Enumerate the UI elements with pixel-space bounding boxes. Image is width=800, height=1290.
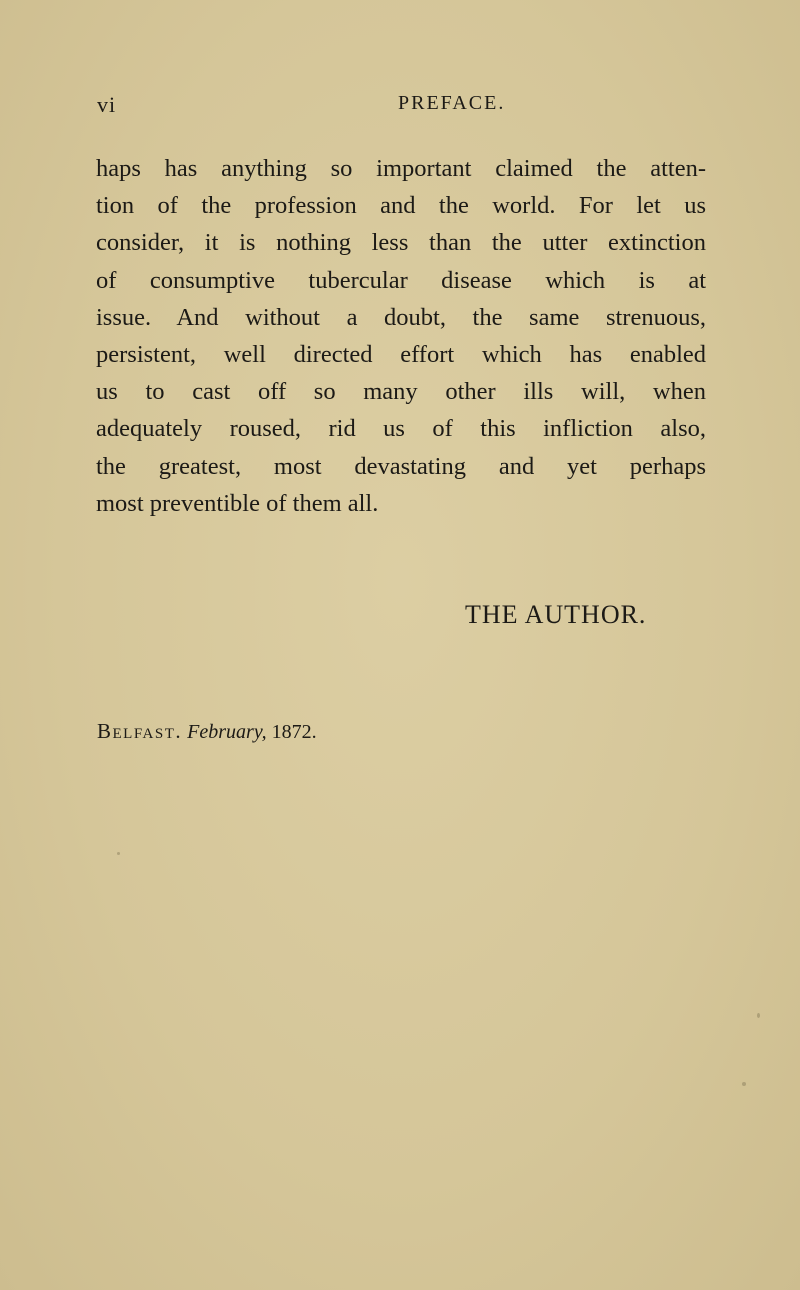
dateline-place: Belfast. — [97, 719, 183, 743]
text-line: adequately roused, rid us of this infliction also, — [96, 415, 706, 443]
text-line: haps has anything so important claimed the atten- — [96, 155, 706, 182]
text-line: of consumptive tubercular disease which is at — [96, 266, 706, 294]
dateline-month: February, — [187, 721, 267, 743]
text-line: us to cast off so many other ills will, when — [96, 378, 706, 406]
running-head-title: PREFACE. — [398, 92, 506, 114]
paper-speck — [757, 1013, 760, 1018]
text-line: tion of the profession and the world. For let us — [96, 192, 706, 220]
text-line: consider, it is nothing less than the utter extinction — [96, 229, 706, 257]
dateline-year: 1872. — [266, 721, 317, 743]
text-line: the greatest, most devastating and yet perhaps — [96, 452, 706, 480]
preface-paragraph — [96, 150, 706, 522]
text-line: most preventible of them all. — [96, 489, 379, 517]
text-line: issue. And without a doubt, the same strenuous, — [96, 303, 706, 331]
running-head — [97, 92, 697, 122]
paper-speck — [117, 852, 120, 855]
page-number: vi — [97, 92, 117, 117]
paper-speck — [742, 1082, 746, 1086]
author-signature: THE AUTHOR. — [465, 600, 647, 629]
text-line: persistent, well directed effort which has enabled — [96, 340, 706, 368]
dateline — [97, 719, 317, 744]
